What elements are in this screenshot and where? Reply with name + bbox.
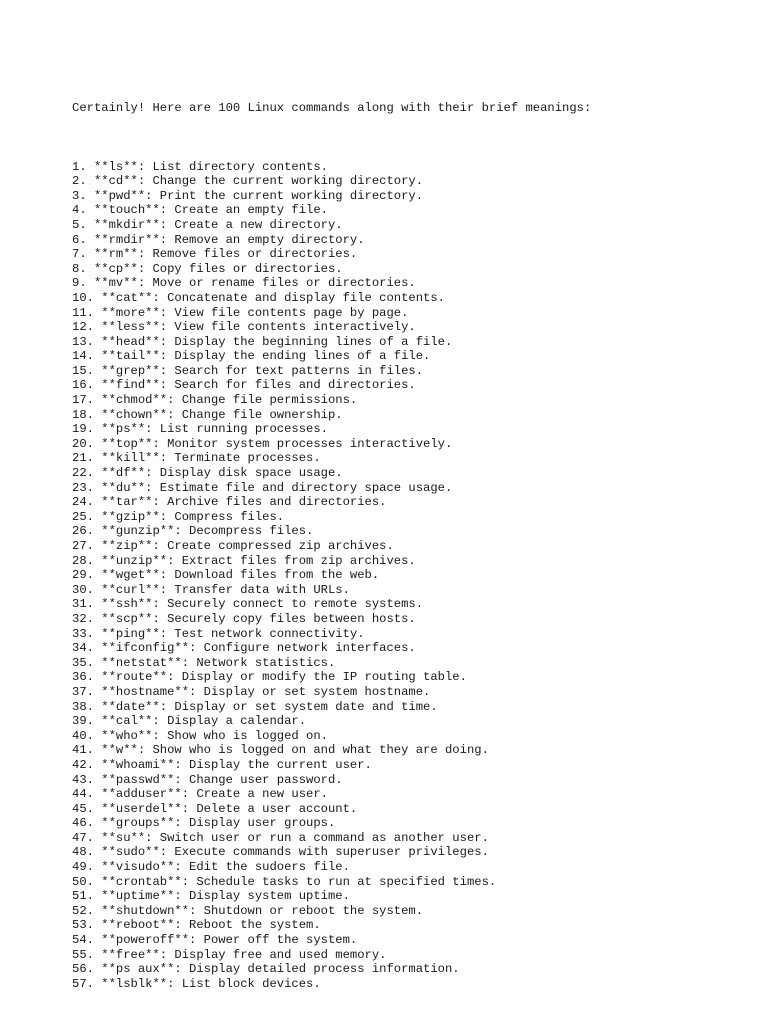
list-item: 17. **chmod**: Change file permissions. bbox=[72, 393, 358, 408]
list-item: 8. **cp**: Copy files or directories. bbox=[72, 261, 343, 276]
list-item: 19. **ps**: List running processes. bbox=[72, 422, 328, 437]
list-item: 34. **ifconfig**: Configure network interfaces. bbox=[72, 641, 416, 656]
list-item: 49. **visudo**: Edit the sudoers file. bbox=[72, 860, 350, 875]
list-item: 25. **gzip**: Compress files. bbox=[72, 509, 285, 524]
list-item: 20. **top**: Monitor system processes interactively. bbox=[72, 436, 453, 451]
list-item: 5. **mkdir**: Create a new directory. bbox=[72, 217, 343, 232]
list-item: 56. **ps aux**: Display detailed process information. bbox=[72, 962, 460, 977]
list-item: 4. **touch**: Create an empty file. bbox=[72, 203, 328, 218]
list-item: 36. **route**: Display or modify the IP routing table. bbox=[72, 670, 467, 685]
list-item: 14. **tail**: Display the ending lines of a file. bbox=[72, 349, 431, 364]
list-item: 55. **free**: Display free and used memory. bbox=[72, 947, 387, 962]
list-item: 24. **tar**: Archive files and directories. bbox=[72, 495, 387, 510]
list-item: 13. **head**: Display the beginning lines of a file. bbox=[72, 334, 453, 349]
list-item: 37. **hostname**: Display or set system hostname. bbox=[72, 684, 431, 699]
list-item: 45. **userdel**: Delete a user account. bbox=[72, 801, 358, 816]
list-item: 28. **unzip**: Extract files from zip archives. bbox=[72, 553, 416, 568]
list-item: 27. **zip**: Create compressed zip archives. bbox=[72, 539, 394, 553]
document-page bbox=[72, 72, 752, 1006]
list-item: 15. **grep**: Search for text patterns in files. bbox=[72, 363, 424, 378]
list-item: 57. **lsblk**: List block devices. bbox=[72, 976, 321, 991]
list-item: 3. **pwd**: Print the current working directory. bbox=[72, 188, 424, 203]
list-item: 54. **poweroff**: Power off the system. bbox=[72, 933, 358, 948]
list-item: 23. **du**: Estimate file and directory space usage. bbox=[72, 480, 453, 495]
list-item: 26. **gunzip**: Decompress files. bbox=[72, 524, 314, 539]
list-item: 31. **ssh**: Securely connect to remote systems. bbox=[72, 597, 424, 612]
list-item: 21. **kill**: Terminate processes. bbox=[72, 451, 321, 466]
list-item: 6. **rmdir**: Remove an empty directory. bbox=[72, 232, 365, 247]
list-item: 7. **rm**: Remove files or directories. bbox=[72, 247, 358, 262]
list-item: 52. **shutdown**: Shutdown or reboot the system. bbox=[72, 903, 424, 918]
list-item: 22. **df**: Display disk space usage. bbox=[72, 466, 343, 481]
list-item: 18. **chown**: Change file ownership. bbox=[72, 407, 343, 422]
list-item: 51. **uptime**: Display system uptime. bbox=[72, 889, 350, 904]
list-item: 16. **find**: Search for files and directories. bbox=[72, 378, 416, 393]
list-item: 38. **date**: Display or set system date and time. bbox=[72, 699, 438, 714]
list-item: 29. **wget**: Download files from the web. bbox=[72, 568, 380, 583]
list-item: 50. **crontab**: Schedule tasks to run at specified times. bbox=[72, 874, 497, 889]
list-item: 44. **adduser**: Create a new user. bbox=[72, 787, 328, 802]
list-item: 1. **ls**: List directory contents. bbox=[72, 159, 328, 174]
list-item: 33. **ping**: Test network connectivity. bbox=[72, 626, 365, 641]
list-item: 12. **less**: View file contents interactively. bbox=[72, 320, 416, 335]
list-item: 46. **groups**: Display user groups. bbox=[72, 816, 336, 831]
list-item: 32. **scp**: Securely copy files between hosts. bbox=[72, 611, 416, 626]
list-item: 43. **passwd**: Change user password. bbox=[72, 772, 343, 787]
list-item: 30. **curl**: Transfer data with URLs. bbox=[72, 582, 350, 597]
list-item: 39. **cal**: Display a calendar. bbox=[72, 714, 307, 729]
list-item: 10. **cat**: Concatenate and display file contents. bbox=[72, 290, 445, 305]
list-item: 42. **whoami**: Display the current user. bbox=[72, 757, 372, 772]
list-item: 2. **cd**: Change the current working directory. bbox=[72, 174, 424, 189]
command-list bbox=[72, 160, 752, 992]
list-item: 48. **sudo**: Execute commands with superuser privileges. bbox=[72, 845, 489, 860]
list-item: 53. **reboot**: Reboot the system. bbox=[72, 918, 321, 933]
list-item: 40. **who**: Show who is logged on. bbox=[72, 728, 328, 743]
list-item: 9. **mv**: Move or rename files or directories. bbox=[72, 276, 416, 291]
list-item: 35. **netstat**: Network statistics. bbox=[72, 655, 336, 670]
list-item: 47. **su**: Switch user or run a command as another user. bbox=[72, 830, 489, 845]
list-item: 11. **more**: View file contents page by page. bbox=[72, 305, 409, 320]
list-item: 41. **w**: Show who is logged on and what they are doing. bbox=[72, 743, 489, 758]
intro-text: Certainly! Here are 100 Linux commands along with their brief meanings: bbox=[72, 101, 592, 116]
